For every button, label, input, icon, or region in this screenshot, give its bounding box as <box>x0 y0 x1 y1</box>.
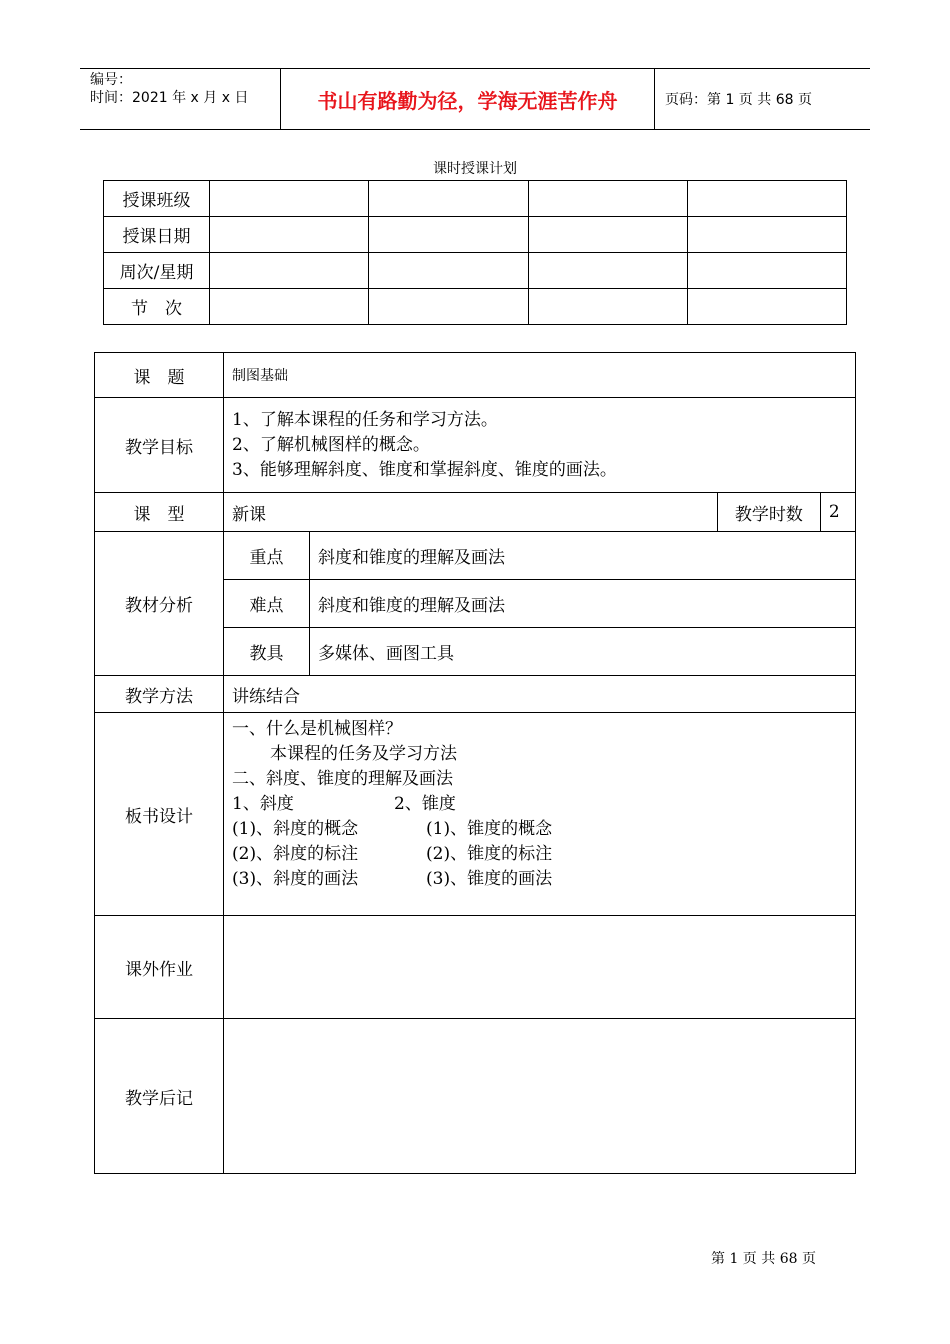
table-row <box>95 493 856 532</box>
header-page-label: 页码：第 1 页 共 68 页 <box>665 92 812 108</box>
homework-value <box>224 916 856 1019</box>
board-row <box>232 867 855 892</box>
board-row <box>232 792 855 817</box>
analysis-sub-value: 斜度和锥度的理解及画法 <box>310 532 856 580</box>
table-cell <box>528 217 687 253</box>
notes-label: 教学后记 <box>95 1019 224 1174</box>
table-row <box>95 1019 856 1174</box>
table-row <box>104 181 847 217</box>
table-cell <box>528 181 687 217</box>
table-cell <box>687 253 846 289</box>
analysis-sub-label: 重点 <box>224 532 310 580</box>
board-col-b-item: (3)、锥度的画法 <box>426 869 553 889</box>
table-row <box>95 676 856 713</box>
page-footer: 第 1 页 共 68 页 <box>711 1251 816 1267</box>
method-value: 讲练结合 <box>224 676 856 713</box>
board-label: 板书设计 <box>95 713 224 916</box>
analysis-sub-value: 多媒体、画图工具 <box>310 628 856 676</box>
table-row <box>104 217 847 253</box>
header-meta <box>80 69 281 129</box>
board-col-a-item: (2)、斜度的标注 <box>232 844 359 864</box>
board-col-a-item: (3)、斜度的画法 <box>232 869 359 889</box>
table-cell <box>369 253 528 289</box>
notes-value <box>224 1019 856 1174</box>
plan-title: 课时授课计划 <box>433 161 517 177</box>
analysis-label: 教材分析 <box>95 532 224 676</box>
table-cell <box>210 217 369 253</box>
board-col-a-item: (1)、斜度的概念 <box>232 819 359 839</box>
table-cell <box>210 253 369 289</box>
goals-label: 教学目标 <box>95 398 224 493</box>
table-row <box>104 289 847 325</box>
table-cell <box>687 289 846 325</box>
board-col-a-head: 1、斜度 <box>232 794 294 814</box>
table-row <box>95 398 856 493</box>
board-line: 本课程的任务及学习方法 <box>270 744 457 764</box>
row-label: 授课日期 <box>104 217 210 253</box>
table-cell <box>369 289 528 325</box>
table-cell <box>369 217 528 253</box>
time-label: 时间：2021 年 x 月 x 日 <box>90 90 249 106</box>
table-row <box>95 916 856 1019</box>
goals-cell <box>224 398 856 493</box>
row-label: 周次/星期 <box>104 253 210 289</box>
table-row <box>95 353 856 398</box>
method-label: 教学方法 <box>95 676 224 713</box>
table-cell <box>369 181 528 217</box>
board-col-b-item: (2)、锥度的标注 <box>426 844 553 864</box>
page-header <box>80 68 870 130</box>
homework-label: 课外作业 <box>95 916 224 1019</box>
board-line: 二、斜度、锥度的理解及画法 <box>232 769 453 789</box>
row-label: 授课班级 <box>104 181 210 217</box>
table-row <box>95 532 856 580</box>
goal-item: 3、能够理解斜度、锥度和掌握斜度、锥度的画法。 <box>232 459 617 480</box>
goal-item: 2、了解机械图样的概念。 <box>232 434 430 455</box>
hours-label: 教学时数 <box>717 493 820 532</box>
hours-value: 2 <box>820 493 855 532</box>
analysis-sub-label: 教具 <box>224 628 310 676</box>
table-cell <box>528 289 687 325</box>
table-cell <box>687 181 846 217</box>
table-cell <box>210 289 369 325</box>
number-label: 编号： <box>90 72 132 88</box>
row-label: 节 次 <box>104 289 210 325</box>
table-cell <box>528 253 687 289</box>
type-label: 课 型 <box>95 493 224 532</box>
table-row <box>95 713 856 916</box>
table-cell <box>687 217 846 253</box>
table-cell <box>210 181 369 217</box>
analysis-sub-value: 斜度和锥度的理解及画法 <box>310 580 856 628</box>
type-value: 新课 <box>224 493 718 532</box>
board-cell <box>224 713 856 916</box>
board-col-b-item: (1)、锥度的概念 <box>426 819 553 839</box>
topic-value: 制图基础 <box>224 353 856 398</box>
board-col-b-head: 2、锥度 <box>394 794 456 814</box>
board-row <box>232 842 855 867</box>
info-table <box>103 180 847 325</box>
header-motto: 书山有路勤为径，学海无涯苦作舟 <box>281 69 655 129</box>
table-row <box>104 253 847 289</box>
lesson-table <box>94 352 856 1174</box>
topic-label: 课 题 <box>95 353 224 398</box>
board-line: 一、什么是机械图样？ <box>232 719 402 739</box>
goal-item: 1、了解本课程的任务和学习方法。 <box>232 409 498 430</box>
analysis-sub-label: 难点 <box>224 580 310 628</box>
board-row <box>232 817 855 842</box>
